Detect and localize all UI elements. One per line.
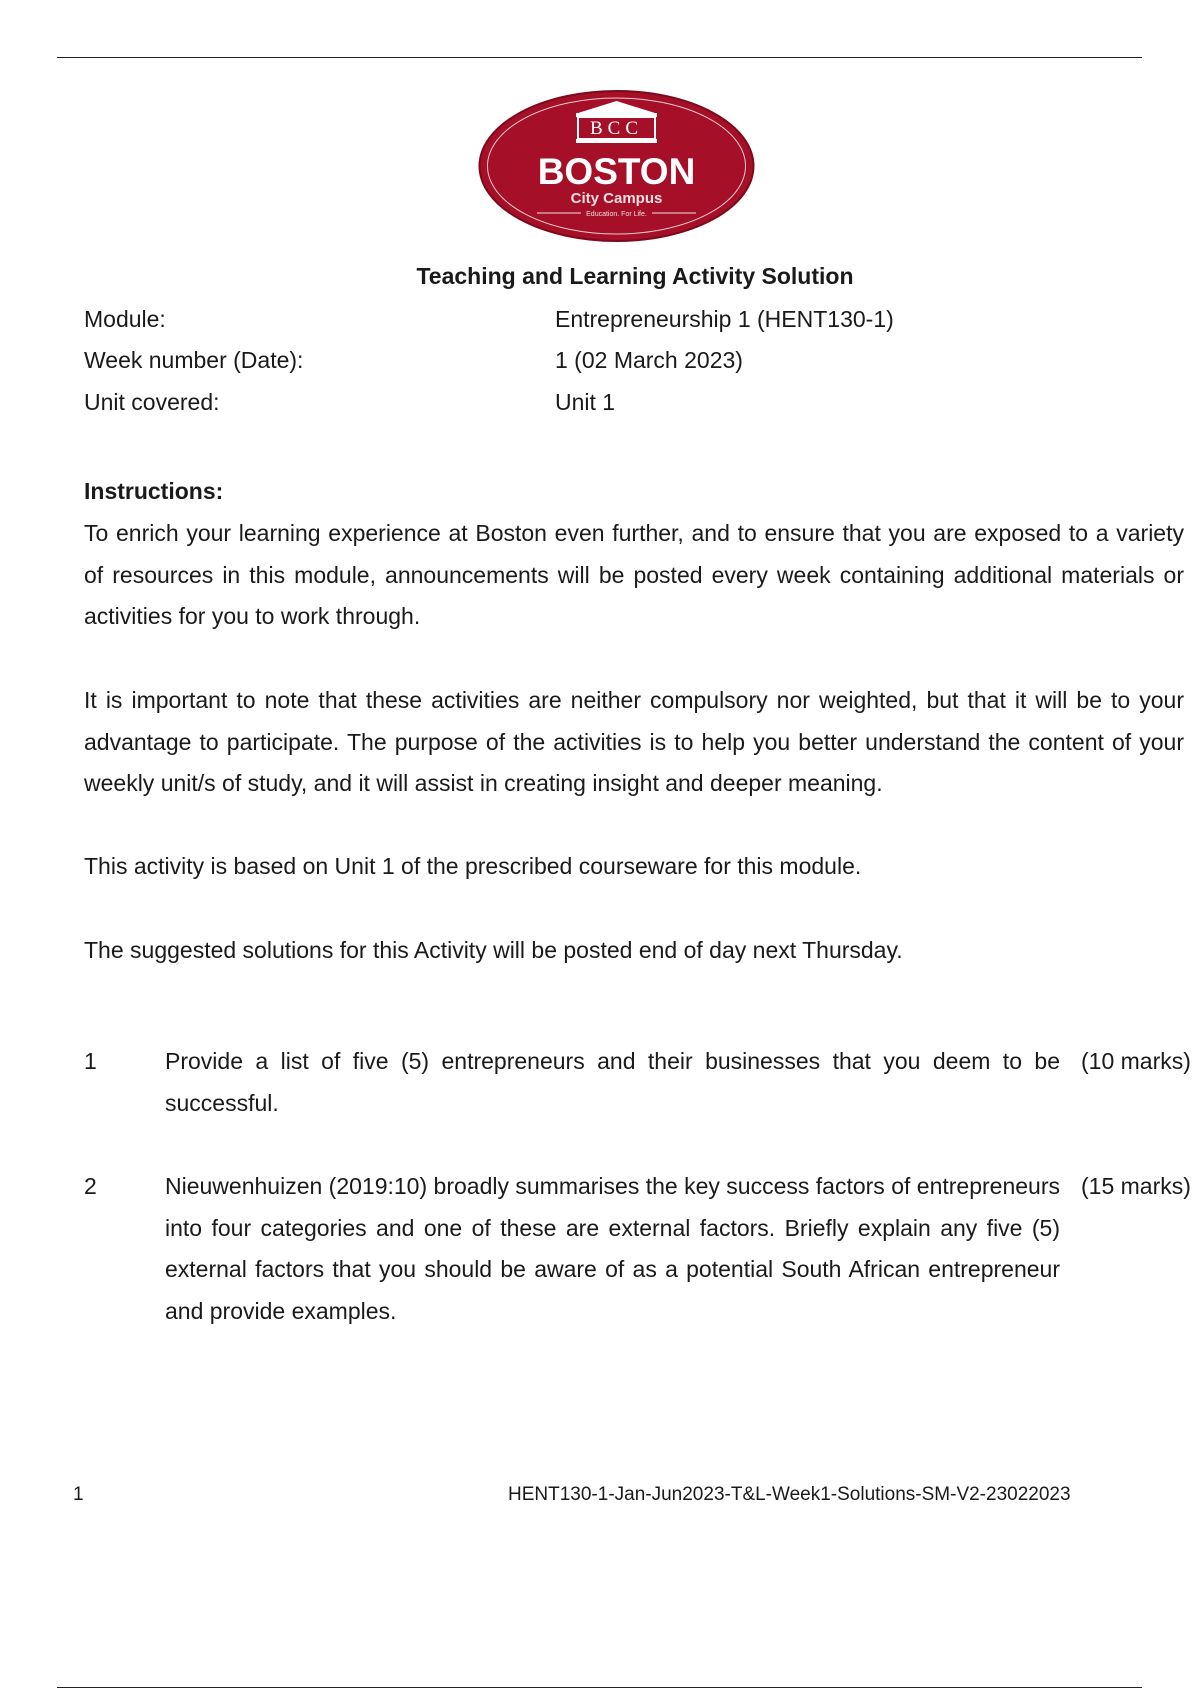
- question-marks: (10 marks): [1081, 1048, 1191, 1074]
- footer-page-number: 1: [73, 1484, 84, 1505]
- question-text: Nieuwenhuizen (2019:10) broadly summarises the key success factors of entrepreneurs into four categories and one of these are external factors. Briefly explain any five (5) external factors that you should be aware of as a potential South African entrepreneur and provide examples.: [165, 1173, 1060, 1324]
- instructions-paragraph-1: To enrich your learning experience at Boston even further, and to ensure that you are exposed to a variety of resources in this module, announcements will be posted every week containing additional materials or activities for you to work through.: [84, 520, 1184, 629]
- meta-value-module: Entrepreneurship 1 (HENT130-1): [555, 306, 894, 332]
- footer-rule: [57, 1687, 1142, 1688]
- meta-value-week: 1 (02 March 2023): [555, 347, 743, 373]
- meta-value-unit: Unit 1: [555, 389, 616, 415]
- logo-name: BOSTON: [537, 151, 696, 192]
- instructions-heading: Instructions:: [84, 478, 224, 504]
- document-title: Teaching and Learning Activity Solution: [416, 263, 854, 289]
- instructions-paragraph-3: This activity is based on Unit 1 of the prescribed courseware for this module.: [84, 853, 862, 879]
- logo-subname: City Campus: [570, 190, 663, 207]
- question-text: Provide a list of five (5) entrepreneurs and their businesses that you deem to be successful.: [165, 1048, 1060, 1116]
- instructions-paragraph-2: It is important to note that these activities are neither compulsory nor weighted, but that it will be to your advantage to participate. The purpose of the activities is to help you better understand the content of your weekly unit/s of study, and it will assist in creating insight and deeper meaning.: [84, 687, 1184, 796]
- meta-label-module: Module:: [84, 306, 166, 332]
- instructions-paragraph-4: The suggested solutions for this Activity will be posted end of day next Thursday.: [84, 937, 903, 963]
- meta-label-week: Week number (Date):: [84, 347, 304, 373]
- logo-tagline: Education. For Life.: [586, 211, 647, 218]
- meta-label-unit: Unit covered:: [84, 389, 220, 415]
- header-rule: [57, 57, 1142, 58]
- question-number: 1: [84, 1048, 97, 1074]
- footer-document-code: HENT130-1-Jan-Jun2023-T&L-Week1-Solutions-SM-V2-23022023: [508, 1484, 1071, 1505]
- logo-emblem-text: BCC: [589, 118, 644, 139]
- boston-city-campus-logo: [477, 89, 756, 243]
- question-number: 2: [84, 1173, 97, 1199]
- question-marks: (15 marks): [1081, 1173, 1191, 1199]
